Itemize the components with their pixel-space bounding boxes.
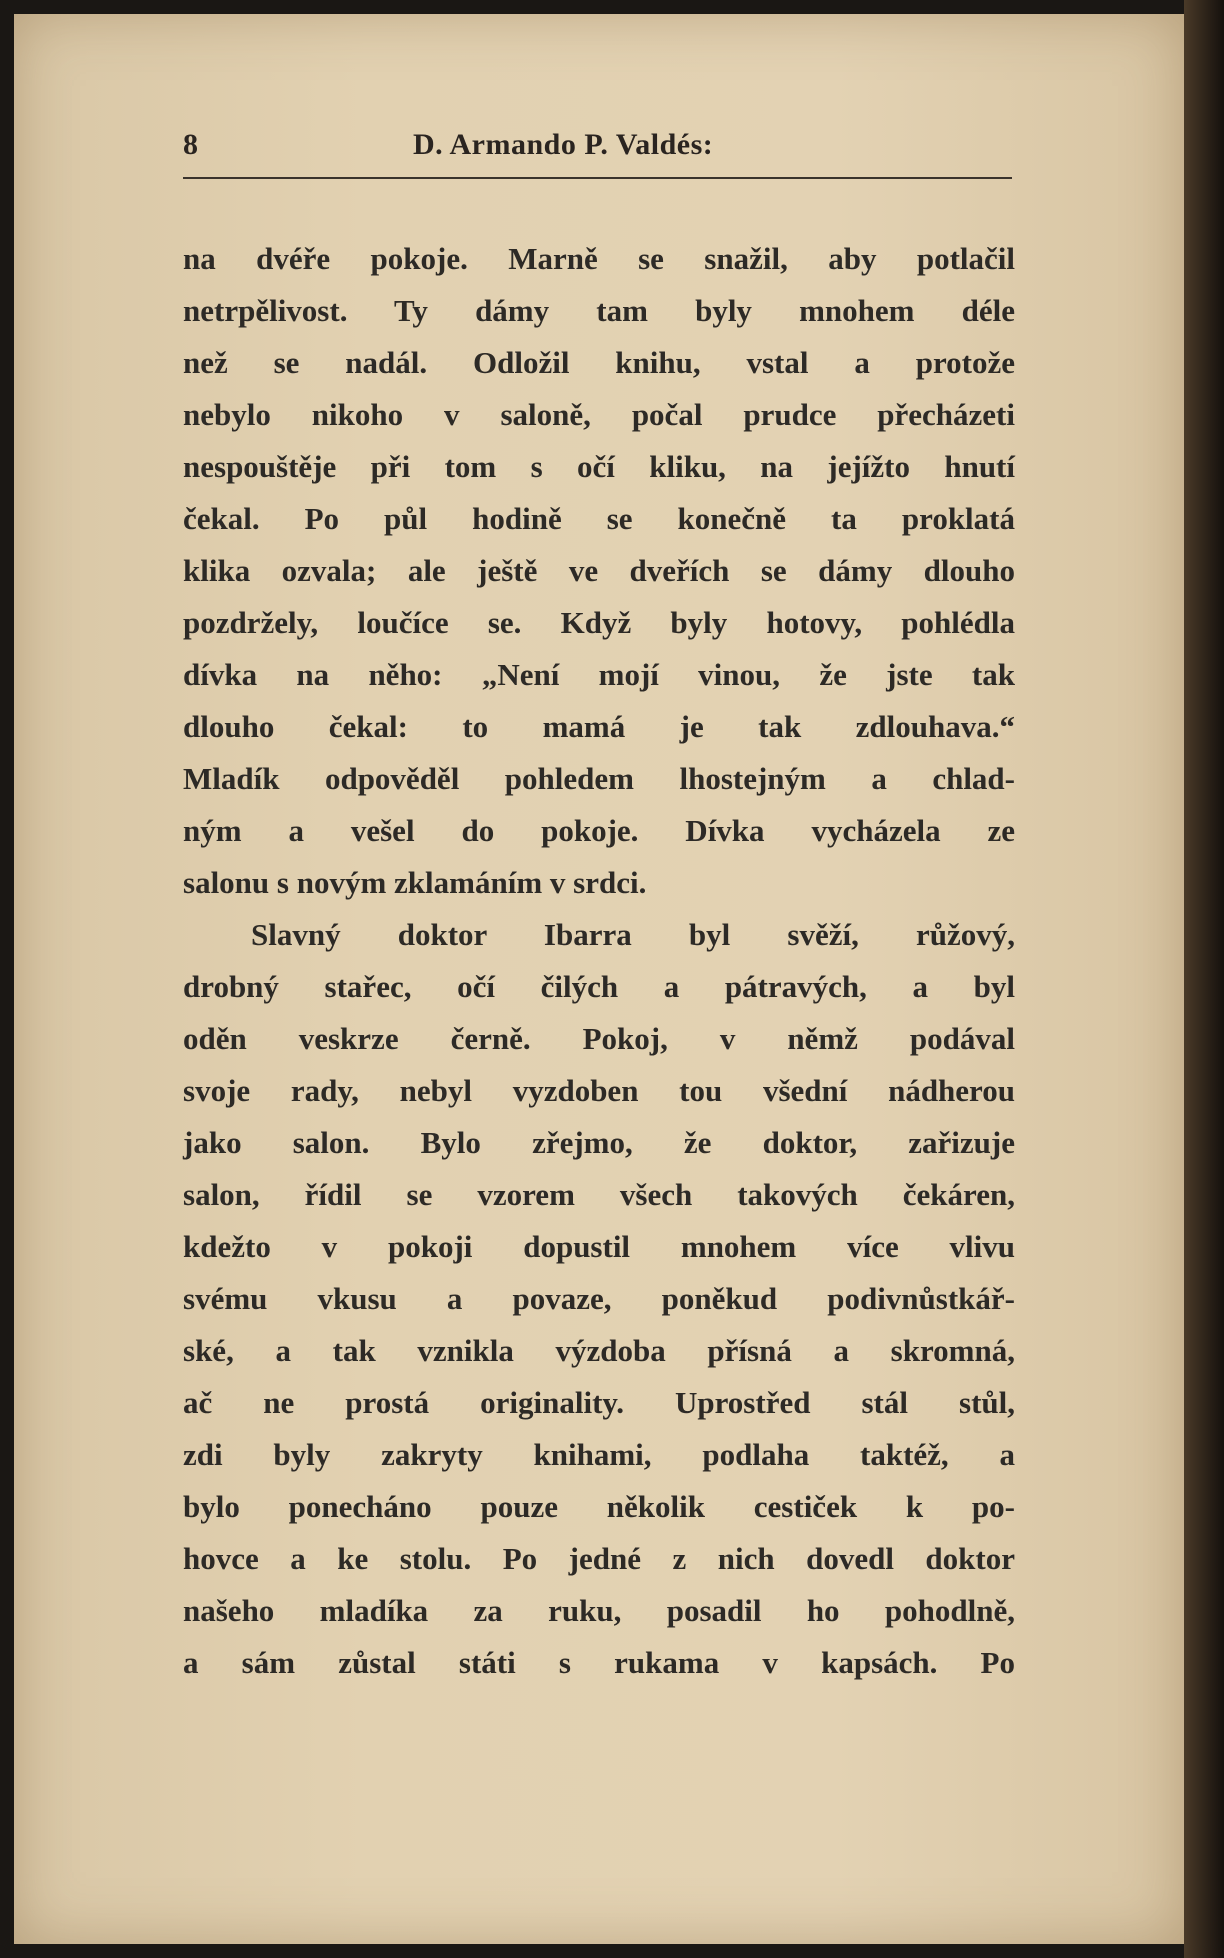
text-line: dlouho čekal: to mamá je tak zdlouhava.“ [183, 709, 1015, 744]
text-line: zdi byly zakryty knihami, podlaha taktéž, a [183, 1437, 1015, 1472]
page-number: 8 [183, 128, 198, 161]
text-line: čekal. Po půl hodině se konečně ta proklatá [183, 501, 1015, 536]
header-rule [183, 177, 1012, 179]
text-line: nespouštěje při tom s očí kliku, na jejížto hnutí [183, 449, 1015, 484]
text-line: ným a vešel do pokoje. Dívka vycházela ze [183, 813, 1015, 848]
running-title: D. Armando P. Valdés: [413, 128, 714, 161]
text-line: svoje rady, nebyl vyzdoben tou všední nádherou [183, 1073, 1015, 1108]
text-line: oděn veskrze černě. Pokoj, v němž podával [183, 1021, 1015, 1056]
text-line: drobný stařec, očí čilých a pátravých, a byl [183, 969, 1015, 1004]
text-line: pozdržely, loučíce se. Když byly hotovy, pohlédla [183, 605, 1015, 640]
body-text [183, 233, 1015, 1689]
text-line: než se nadál. Odložil knihu, vstal a protože [183, 345, 1015, 380]
text-line: ské, a tak vznikla výzdoba přísná a skromná, [183, 1333, 1015, 1368]
text-line: svému vkusu a povaze, poněkud podivnůstkář- [183, 1281, 1015, 1316]
text-line: hovce a ke stolu. Po jedné z nich dovedl doktor [183, 1541, 1015, 1576]
text-line: jako salon. Bylo zřejmo, že doktor, zařizuje [183, 1125, 1015, 1160]
text-line: a sám zůstal státi s rukama v kapsách. Po [183, 1645, 1015, 1680]
book-spine-edge [1184, 0, 1224, 1958]
text-line: ač ne prostá originality. Uprostřed stál stůl, [183, 1385, 1015, 1420]
text-line: netrpělivost. Ty dámy tam byly mnohem déle [183, 293, 1015, 328]
text-line: salon, řídil se vzorem všech takových čekáren, [183, 1177, 1015, 1212]
text-line: klika ozvala; ale ještě ve dveřích se dámy dlouho [183, 553, 1015, 588]
text-line: bylo ponecháno pouze několik cestiček k po- [183, 1489, 1015, 1524]
text-line: kdežto v pokoji dopustil mnohem více vlivu [183, 1229, 1015, 1264]
text-line: Mladík odpověděl pohledem lhostejným a chlad- [183, 761, 1015, 796]
text-line: dívka na něho: „Není mojí vinou, že jste tak [183, 657, 1015, 692]
page-header [183, 128, 1012, 180]
text-line: salonu s novým zklamáním v srdci. [183, 865, 647, 900]
text-line: Slavný doktor Ibarra byl svěží, růžový, [251, 917, 1015, 952]
text-line: na dvéře pokoje. Marně se snažil, aby potlačil [183, 241, 1015, 276]
text-line: našeho mladíka za ruku, posadil ho pohodlně, [183, 1593, 1015, 1628]
text-line: nebylo nikoho v saloně, počal prudce přecházeti [183, 397, 1015, 432]
